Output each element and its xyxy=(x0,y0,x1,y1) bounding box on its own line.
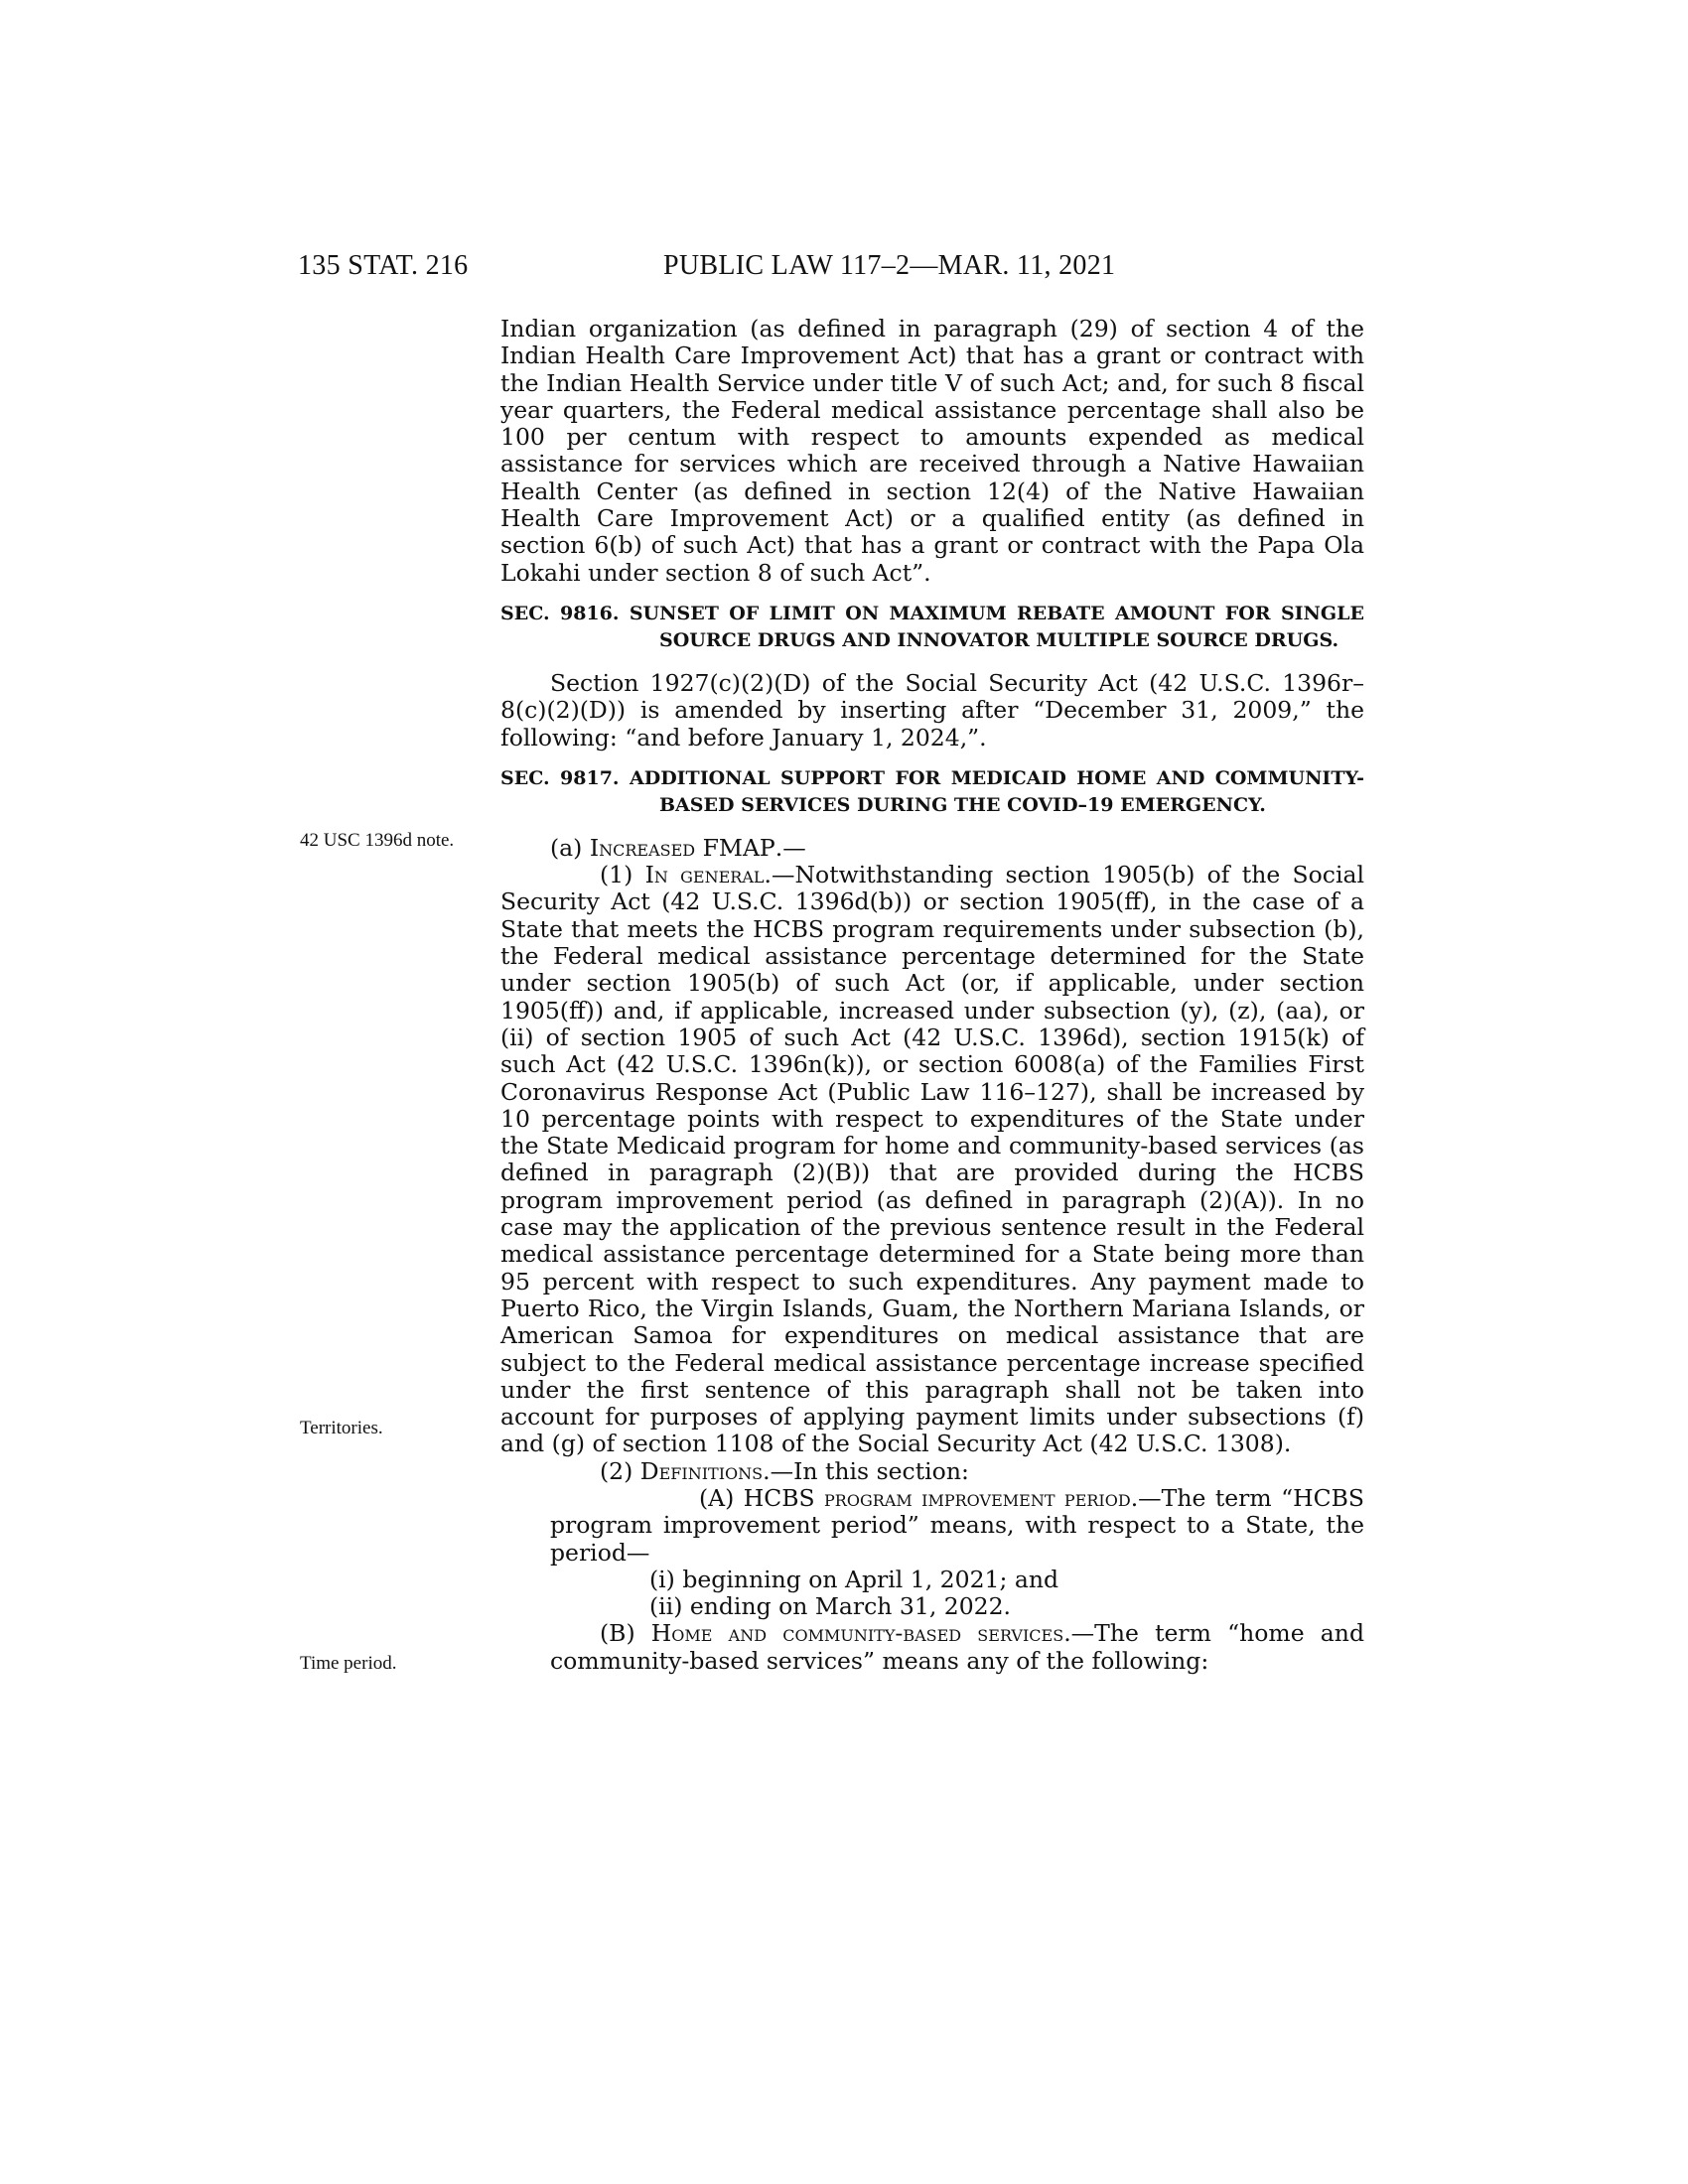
paragraph-2-text: .—In this section: xyxy=(763,1456,969,1485)
subparagraph-A xyxy=(500,1485,1364,1567)
subsection-a-dash: .— xyxy=(774,833,806,862)
subsection-a-title: Increased FMAP xyxy=(589,833,775,862)
subparagraph-B-text: .—The term “home and community-based services” means any of the following: xyxy=(550,1619,1364,1675)
paragraph-1-text: .—Notwithstanding section 1905(b) of the Social Security Act (42 U.S.C. 1396d(b)) or section 1905(ff), in the case of a State that meets the HCBS program requirements under subsection (b), the Federal medical assistance percentage determined for the State under section 1905(b) of such Act (or, if applicable, under section 1905(ff)) and, if applicable, increased under subsection (y), (z), (aa), or (ii) of section 1905 of such Act (42 U.S.C. 1396d), section 1915(k) of such Act (42 U.S.C. 1396n(k)), or section 6008(a) of the Families First Coronavirus Response Act (Public Law 116–127), shall be increased by 10 percentage points with respect to expenditures of the State under the State Medicaid program for home and community-based services (as defined in paragraph (2)(B)) that are provided during the HCBS program improvement period (as defined in paragraph (2)(A)). In no case may the application of the previous sentence result in the Federal medical assistance percentage determined for a State being more than 95 percent with respect to such expenditures. Any payment made to Puerto Rico, the Virgin Islands, Guam, the Northern Mariana Islands, or American Samoa for expenditures on medical assistance that are subject to the Federal medical assistance percentage increase specified under the first sentence of this paragraph shall not be taken into account for purposes of applying payment limits under subsections (f) and (g) of section 1108 of the Social Security Act (42 U.S.C. 1308). xyxy=(500,861,1364,1458)
paragraph-2-title: Definitions xyxy=(639,1456,764,1485)
paragraph-1 xyxy=(500,862,1364,1458)
public-law-title: PUBLIC LAW 117–2—MAR. 11, 2021 xyxy=(663,250,1116,281)
stat-citation: 135 STAT. 216 xyxy=(298,250,469,281)
continuation-paragraph: Indian organization (as defined in paragraph (29) of section 4 of the Indian Health Care Improvement Act) that has a grant or contract with the Indian Health Service under title V of such Act; and, for such 8 fiscal year quarters, the Federal medical assistance percentage shall also be 100 per centum with respect to amounts expended as medical assistance for services which are received through a Native Hawaiian Health Center (as defined in section 12(4) of the Native Hawaiian Health Care Improvement Act) or a qualified entity (as defined in section 6(b) of such Act) that has a grant or contract with the Papa Ola Lokahi under section 8 of such Act”. xyxy=(500,315,1364,587)
subparagraph-B-label: (B) xyxy=(600,1619,651,1648)
subparagraph-A-label: (A) xyxy=(699,1483,744,1512)
subparagraph-A-title: HCBS program improvement period xyxy=(743,1483,1131,1512)
section-9816-text: Section 1927(c)(2)(D) of the Social Security Act (42 U.S.C. 1396r–8(c)(2)(D)) is amended by inserting after “December 31, 2009,” the following: “and before January 1, 2024,”. xyxy=(500,668,1364,751)
paragraph-1-title: In general xyxy=(644,861,765,889)
margin-note-usc: 42 USC 1396d note. xyxy=(300,830,455,851)
clause-ii: (ii) ending on March 31, 2022. xyxy=(649,1592,1012,1621)
margin-note-time-period: Time period. xyxy=(300,1653,397,1674)
section-9817-heading: SEC. 9817. ADDITIONAL SUPPORT FOR MEDICAID HOME AND COMMUNITY-BASED SERVICES DURING THE COVID–19 EMERGENCY. xyxy=(500,766,1364,816)
paragraph-1-label: (1) xyxy=(600,861,645,889)
section-9816-heading: SEC. 9816. SUNSET OF LIMIT ON MAXIMUM REBATE AMOUNT FOR SINGLE SOURCE DRUGS AND INNOVATOR MULTIPLE SOURCE DRUGS. xyxy=(500,602,1364,651)
subparagraph-B-title: Home and community-based services xyxy=(650,1619,1064,1648)
margin-note-territories: Territories. xyxy=(300,1418,383,1438)
page-header xyxy=(298,250,1370,290)
subparagraph-A-text: .—The term “HCBS program improvement period” means, with respect to a State, the period— xyxy=(550,1483,1364,1567)
subparagraph-B xyxy=(500,1620,1364,1675)
clause-i: (i) beginning on April 1, 2021; and xyxy=(649,1565,1059,1593)
body-text xyxy=(500,316,1364,1675)
subsection-a-heading xyxy=(500,835,1364,862)
subsection-a-label: (a) xyxy=(550,833,590,862)
paragraph-2 xyxy=(500,1458,1364,1485)
paragraph-2-label: (2) xyxy=(600,1456,640,1485)
